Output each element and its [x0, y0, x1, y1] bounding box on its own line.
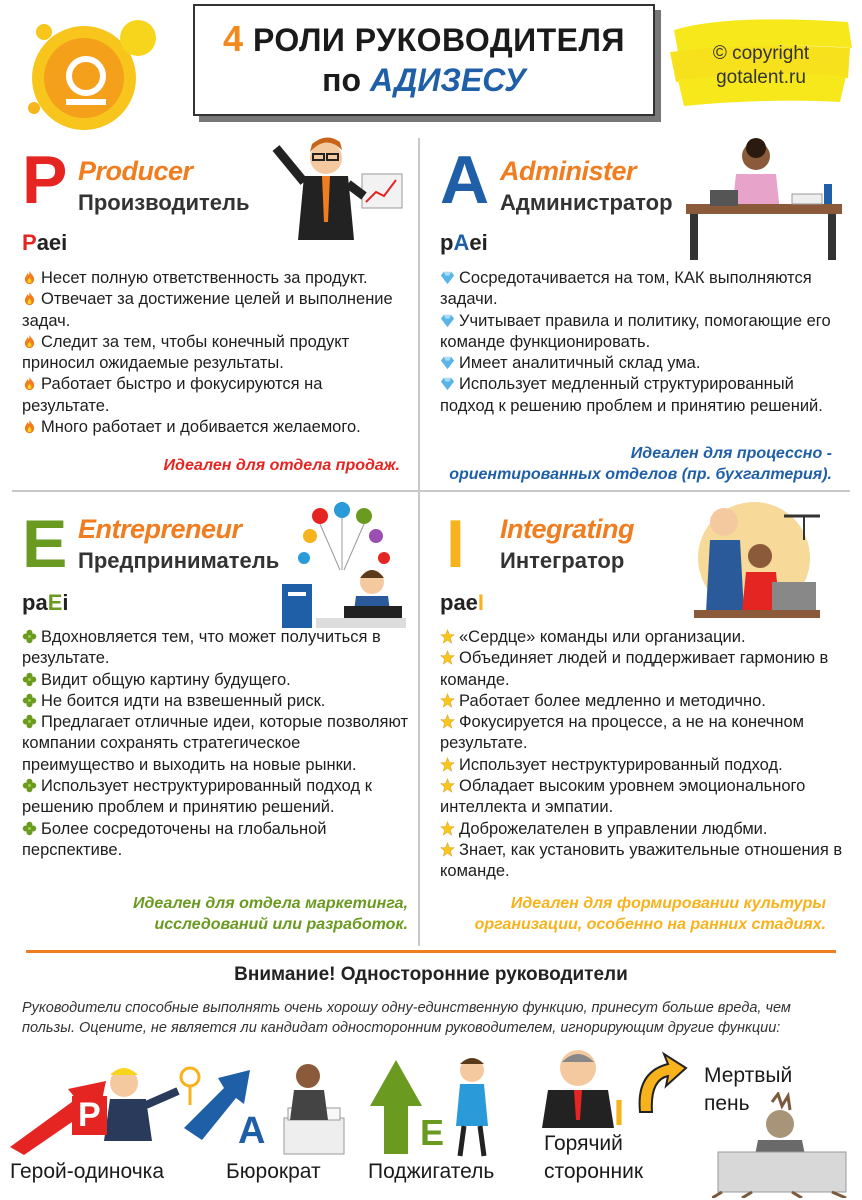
star-icon [440, 628, 459, 646]
a-list-item [440, 268, 844, 311]
integrating-title-en: Integrating [500, 514, 634, 544]
p-list-item [22, 374, 410, 417]
list-item-text: Не боится идти на взвешенный риск. [41, 691, 326, 710]
p-list-item [22, 289, 410, 332]
p-list-item [22, 268, 410, 289]
integrating-letter: I [446, 506, 465, 582]
clover-icon [22, 777, 41, 795]
e-list-item [22, 776, 414, 819]
producer-list [22, 268, 410, 438]
bureaucrat-label: Бюрократ [226, 1160, 321, 1183]
administer-ideal: Идеален для процессно - ориентированных отделов (пр. бухгалтерия). [449, 445, 832, 483]
star-icon [440, 820, 459, 838]
gem-icon [440, 354, 459, 372]
fire-icon [22, 290, 41, 308]
entrepreneur-title-ru: Предприниматель [78, 548, 280, 573]
a-list-item [440, 374, 844, 417]
deadwood-label-line1: Мертвый [704, 1064, 793, 1087]
list-item-text: Более сосредоточены на глобальной перспективе. [22, 819, 327, 859]
i-list-item [440, 776, 848, 819]
arsonist-letter: E [420, 1112, 445, 1153]
list-item-text: Много работает и добивается желаемого. [41, 418, 361, 437]
a-list-item [440, 353, 844, 374]
e-list-item [22, 670, 414, 691]
list-item-text: Доброжелателен в управлении людбми. [459, 819, 768, 838]
code-highlight: I [477, 590, 485, 615]
e-list-item [22, 691, 414, 712]
code-highlight: A [453, 230, 470, 255]
integrating-title-ru: Интегратор [500, 548, 625, 573]
i-list-item [440, 648, 848, 691]
clover-icon [22, 628, 41, 646]
administer-letter: A [440, 142, 490, 218]
list-item-text: Предлагает отличные идеи, которые позволяют компании сохранять стратегическое преимущество и выходить на новые рынки. [22, 713, 409, 774]
administer-title-en: Administer [500, 156, 637, 186]
list-item-text: Использует неструктурированный подход к решению проблем и принятию решений. [22, 777, 372, 817]
copyright-line1: © copyright [712, 43, 810, 64]
producer-title-ru: Производитель [78, 190, 250, 215]
clover-icon [22, 713, 41, 731]
clover-icon [22, 692, 41, 710]
bureaucrat-letter: A [238, 1110, 266, 1152]
list-item-text: Вдохновляется тем, что может получиться в результате. [22, 628, 381, 668]
fire-icon [22, 418, 41, 436]
list-item-text: Сосредотачивается на том, КАК выполняются задачи. [440, 269, 812, 309]
hero-letter: P [72, 1096, 107, 1135]
title-by: по [322, 62, 362, 98]
i-list-item [440, 712, 848, 755]
clover-icon [22, 671, 41, 689]
list-item-text: Видит общую картину будущего. [41, 670, 291, 689]
copyright-site: gotalent.ru [716, 67, 806, 88]
entrepreneur-code: paEi [22, 590, 69, 615]
fire-icon [22, 269, 41, 287]
title-main: РОЛИ РУКОВОДИТЕЛЯ [252, 22, 625, 58]
integrating-illustration-icon [684, 500, 824, 624]
warning-title: Внимание! Односторонние руководители [234, 964, 628, 985]
administer-illustration-icon [684, 134, 850, 264]
i-list-item [440, 840, 848, 883]
producer-letter: P [22, 142, 68, 218]
gem-icon [440, 269, 459, 287]
title-accent: АДИЗЕСУ [369, 62, 526, 98]
gem-icon [440, 312, 459, 330]
fire-icon [22, 375, 41, 393]
page-title [195, 18, 653, 60]
producer-illustration-icon [270, 132, 410, 244]
integrating-list [440, 627, 848, 883]
i-list-item [440, 627, 848, 648]
list-item-text: Отвечает за достижение целей и выполнение задач. [22, 290, 393, 330]
warning-text: Руководители способные выполнять очень хорошу одну-единственную функцию, принесут больше вреда, чем пользы. Оцените, не является ли кандидат односторонним руководителем, игнорирующим другие функции: [22, 1000, 791, 1036]
code-highlight: E [47, 590, 63, 615]
copyright-badge [668, 8, 854, 108]
arsonist-label: Поджигатель [368, 1160, 495, 1183]
supporter-letter: I [614, 1092, 625, 1133]
star-icon [440, 756, 459, 774]
star-icon [440, 777, 459, 795]
list-item-text: Объединяет людей и поддерживает гармонию в команде. [440, 649, 829, 689]
entrepreneur-title-en: Entrepreneur [78, 514, 242, 544]
fire-icon [22, 333, 41, 351]
logo-sun-icon [14, 12, 162, 130]
deadwood-illustration-icon [712, 1092, 852, 1198]
i-list-item [440, 691, 848, 712]
producer-ideal: Идеален для отдела продаж. [163, 457, 400, 474]
administer-title-ru: Администратор [500, 190, 673, 215]
supporter-label-line1: Горячий [544, 1132, 623, 1155]
star-icon [440, 841, 459, 859]
bureaucrat-illustration-icon [184, 1058, 354, 1158]
title-box [193, 4, 655, 116]
list-item-text: Работает быстро и фокусируются на результате. [22, 375, 323, 415]
e-list-item [22, 712, 414, 776]
list-item-text: Следит за тем, чтобы конечный продукт приносил ожидаемые результаты. [22, 332, 350, 373]
e-list-item [22, 819, 414, 862]
administer-list [440, 268, 844, 417]
integrating-code: paeI [440, 590, 485, 615]
star-icon [440, 649, 459, 667]
entrepreneur-list [22, 627, 414, 861]
list-item-text: «Сердце» команды или организации. [459, 628, 746, 646]
entrepreneur-illustration-icon [280, 500, 410, 632]
producer-code: Paei [22, 230, 68, 255]
i-list-item [440, 755, 848, 776]
deadwood-label-line2: пень [704, 1092, 750, 1115]
gem-icon [440, 375, 459, 393]
list-item-text: Фокусируется на процессе, а не на конечном результате. [440, 713, 804, 753]
code-highlight: P [22, 230, 37, 255]
administer-code: pAei [440, 230, 488, 255]
a-list-item [440, 311, 844, 354]
list-item-text: Учитывает правила и политику, помогающие его команде функционировать. [440, 311, 831, 351]
integrating-ideal: Идеален для формировании культуры организации, особенно на ранних стадиях. [474, 895, 826, 933]
page-subtitle [195, 62, 653, 99]
list-item-text: Использует медленный структурированный подход к решению проблем и принятию решений. [440, 375, 823, 415]
producer-title-en: Producer [78, 156, 193, 186]
p-list-item [22, 417, 410, 438]
grid-divider-horizontal [12, 490, 850, 492]
hero-label: Герой-одиночка [10, 1160, 165, 1183]
entrepreneur-ideal: Идеален для отдела маркетинга, исследований или разработок. [133, 895, 408, 933]
clover-icon [22, 820, 41, 838]
entrepreneur-letter: E [22, 506, 68, 582]
star-icon [440, 713, 459, 731]
list-item-text: Несет полную ответственность за продукт. [41, 269, 368, 287]
list-item-text: Обладает высоким уровнем эмоционального интеллекта и эмпатии. [440, 777, 806, 817]
e-list-item [22, 627, 414, 670]
list-item-text: Использует неструктурированный подход. [459, 755, 783, 774]
section-divider [26, 950, 836, 953]
list-item-text: Работает более медленно и методично. [459, 691, 766, 710]
header [0, 0, 862, 130]
star-icon [440, 692, 459, 710]
list-item-text: Имеет аналитичный склад ума. [459, 354, 701, 373]
p-list-item [22, 332, 410, 375]
title-number: 4 [223, 18, 244, 59]
supporter-label-line2: сторонник [544, 1160, 644, 1183]
i-list-item [440, 819, 848, 840]
grid-divider-vertical [418, 138, 420, 946]
list-item-text: Знает, как установить уважительные отношения в команде. [440, 840, 843, 881]
